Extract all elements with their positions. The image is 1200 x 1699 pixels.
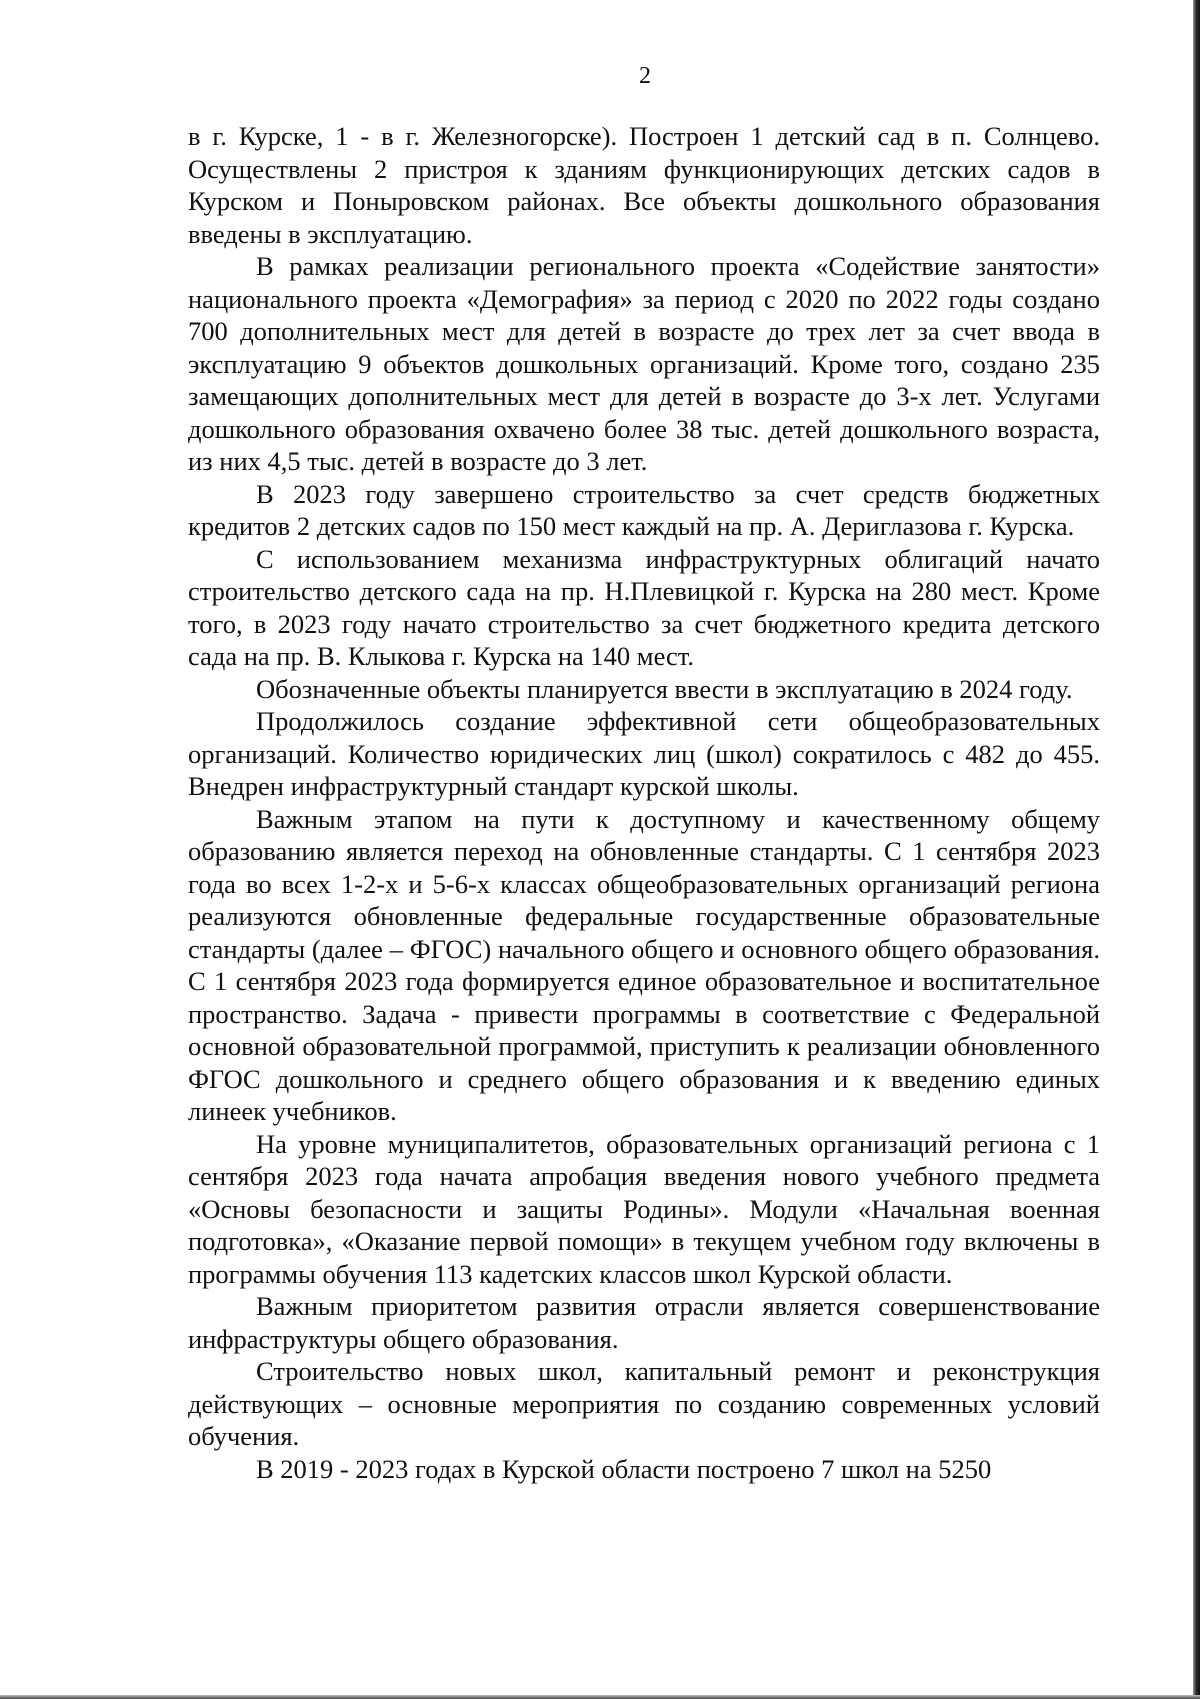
paragraph-construction: Строительство новых школ, капитальный ремонт и реконструкция действующих – основные мероприятия по созданию современных условий обучения. bbox=[188, 1356, 1100, 1451]
paragraph-schools-2019-2023: В 2019 - 2023 годах в Курской области построено 7 школ на 5250 bbox=[256, 1453, 992, 1484]
scan-edge-right bbox=[1193, 0, 1200, 1699]
page-number: 2 bbox=[639, 63, 651, 89]
paragraph-updated-standards: Важным этапом на пути к доступному и качественному общему образованию является переход на обновленные стандарты. С 1 сентября 2023 года во всех 1-2-х и 5-6-х классах общеобразовательных организаций региона реализуются обновленные федеральные государственные образовательные стандарты (далее – ФГОС) начального общего и основного общего образования. С 1 сентября 2023 года формируется единое образовательное и воспитательное пространство. Задача - привести программы в соответствие с Федеральной основной образовательной программой, приступить к реализации обновленного ФГОС дошкольного и среднего общего образования и к введению единых линеек учебников. bbox=[188, 803, 1100, 1126]
scan-edge-bottom bbox=[0, 1695, 1200, 1699]
paragraph-demography-project: В рамках реализации регионального проекта «Содействие занятости» национального проекта «Демография» за период с 2020 по 2022 годы создано 700 дополнительных мест для детей в возрасте до трех лет за счет ввода в эксплуатацию 9 объектов дошкольных организаций. Кроме того, создано 235 замещающих дополнительных мест для детей в возрасте до 3-х лет. Услугами дошкольного образования охвачено более 38 тыс. детей дошкольного возраста, из них 4,5 тыс. детей в возрасте до 3 лет. bbox=[188, 251, 1100, 476]
paragraph-commissioning-2024: Обозначенные объекты планируется ввести в эксплуатацию в 2024 году. bbox=[256, 673, 1073, 704]
paragraph-kindergartens-2023: В 2023 году завершено строительство за счет средств бюджетных кредитов 2 детских садов по 150 мест каждый на пр. А. Дериглазова г. Курска. bbox=[188, 478, 1100, 541]
paragraph-school-network: Продолжилось создание эффективной сети общеобразовательных организаций. Количество юридических лиц (школ) сократилось с 482 до 455. Внедрен инфраструктурный стандарт курской школы. bbox=[188, 706, 1100, 801]
paragraph-infrastructure-bonds: С использованием механизма инфраструктурных облигаций начато строительство детского сада на пр. Н.Плевицкой г. Курска на 280 мест. Кроме того, в 2023 году начато строительство за счет бюджетного кредита детского сада на пр. В. Клыкова г. Курска на 140 мест. bbox=[188, 543, 1100, 671]
paragraph-new-subject: На уровне муниципалитетов, образовательных организаций региона с 1 сентября 2023 года начата апробация введения нового учебного предмета «Основы безопасности и защиты Родины». Модули «Начальная военная подготовка», «Оказание первой помощи» в текущем учебном году включены в программы обучения 113 кадетских классов школ Курской области. bbox=[188, 1128, 1100, 1289]
paragraph-continuation: в г. Курске, 1 - в г. Железногорске). Построен 1 детский сад в п. Солнцево. Осуществлены 2 пристроя к зданиям функционирующих детских садов в Курском и Поныровском районах. Все объекты дошкольного образования введены в эксплуатацию. bbox=[188, 121, 1100, 249]
paragraph-priority: Важным приоритетом развития отрасли является совершенствование инфраструктуры общего образования. bbox=[188, 1291, 1100, 1354]
document-body bbox=[188, 120, 1100, 1485]
